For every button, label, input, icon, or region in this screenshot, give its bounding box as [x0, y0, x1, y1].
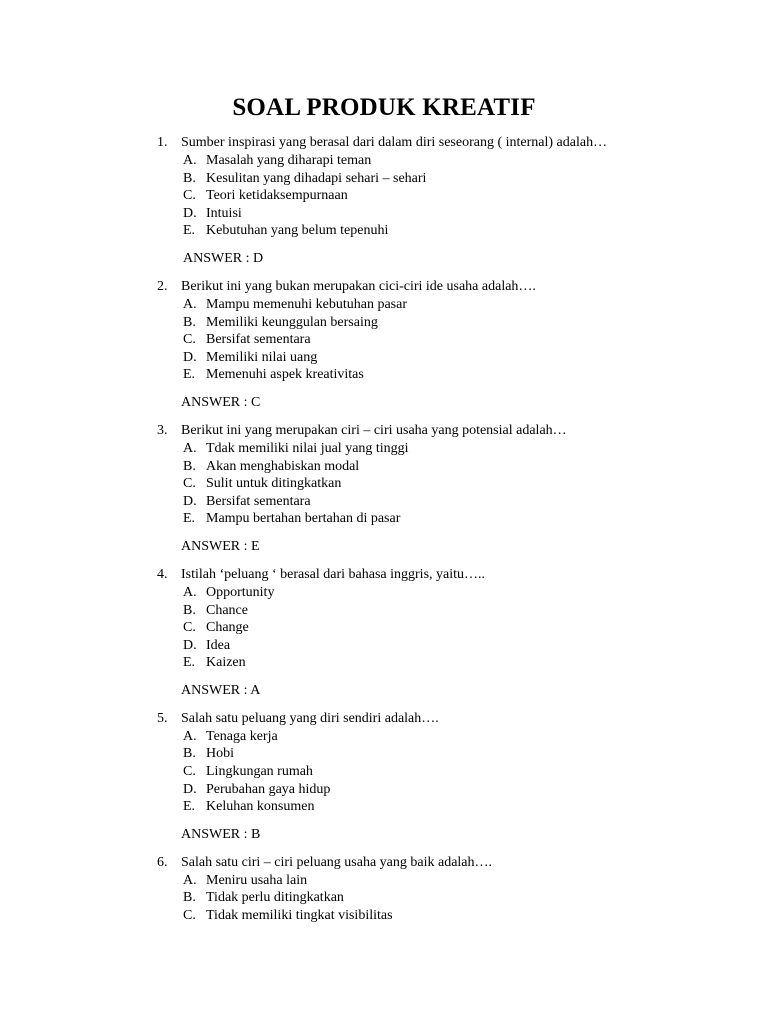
option-b	[157, 170, 757, 188]
option-letter: A.	[183, 153, 197, 168]
question-line	[157, 278, 757, 296]
option-text: Sulit untuk ditingkatkan	[206, 476, 342, 492]
option-letter: B.	[183, 458, 196, 474]
question-2	[157, 278, 757, 412]
option-list	[157, 296, 757, 384]
option-e	[157, 366, 757, 384]
option-text: Hobi	[206, 746, 234, 762]
option-list	[157, 728, 757, 816]
option-letter: C.	[183, 188, 196, 204]
question-number: 1.	[157, 135, 168, 150]
option-text: Tenaga kerja	[206, 728, 278, 744]
option-text: Chance	[206, 602, 248, 618]
option-text: Memiliki nilai uang	[206, 349, 318, 365]
option-d	[157, 205, 757, 223]
option-list	[157, 440, 757, 528]
option-text: Meniru usaha lain	[206, 872, 308, 888]
option-d	[157, 781, 757, 799]
question-1	[157, 134, 757, 268]
option-letter: C.	[183, 476, 196, 492]
question-line	[157, 566, 757, 584]
option-a	[157, 728, 757, 746]
option-letter: A.	[183, 584, 197, 600]
question-text: Sumber inspirasi yang berasal dari dalam diri seseorang ( internal) adalah…	[181, 135, 608, 150]
question-text: Salah satu ciri – ciri peluang usaha yang baik adalah….	[181, 854, 493, 870]
option-list	[157, 152, 757, 240]
option-a	[157, 296, 757, 314]
option-c	[157, 907, 757, 925]
option-text: Keluhan konsumen	[206, 799, 315, 815]
option-letter: E.	[183, 655, 196, 671]
option-a	[157, 440, 757, 458]
question-number: 4.	[157, 566, 168, 582]
page-title: SOAL PRODUK KREATIF	[232, 94, 536, 121]
question-list	[157, 134, 757, 935]
option-letter: B.	[183, 746, 196, 762]
option-letter: D.	[183, 781, 197, 797]
option-list	[157, 872, 757, 925]
option-b	[157, 602, 757, 620]
option-letter: A.	[183, 296, 197, 312]
option-list	[157, 584, 757, 672]
option-letter: B.	[183, 602, 196, 618]
option-text: Intuisi	[206, 205, 242, 221]
question-line	[157, 134, 757, 152]
option-d	[157, 637, 757, 655]
option-a	[157, 584, 757, 602]
question-line	[157, 710, 757, 728]
option-text: Bersifat sementara	[206, 493, 311, 509]
option-b	[157, 889, 757, 907]
option-e	[157, 510, 757, 528]
option-text: Idea	[206, 637, 231, 653]
option-letter: E.	[183, 799, 196, 815]
answer-line: ANSWER : C	[181, 394, 261, 410]
option-letter: C.	[183, 620, 196, 636]
option-letter: C.	[183, 764, 196, 780]
option-letter: D.	[183, 637, 197, 653]
option-c	[157, 187, 757, 205]
option-letter: A.	[183, 728, 197, 744]
option-text: Change	[206, 620, 249, 636]
option-letter: A.	[183, 872, 197, 888]
option-b	[157, 314, 757, 332]
option-d	[157, 493, 757, 511]
question-number: 2.	[157, 278, 168, 294]
option-letter: B.	[183, 890, 196, 906]
option-a	[157, 152, 757, 170]
option-letter: D.	[183, 349, 197, 365]
question-6	[157, 854, 757, 925]
question-line	[157, 854, 757, 872]
option-text: Memenuhi aspek kreativitas	[206, 367, 364, 383]
question-number: 3.	[157, 422, 168, 438]
option-letter: A.	[183, 440, 197, 456]
option-letter: B.	[183, 314, 196, 330]
option-b	[157, 458, 757, 476]
option-letter: B.	[183, 170, 196, 186]
option-text: Perubahan gaya hidup	[206, 781, 331, 797]
option-text: Lingkungan rumah	[206, 764, 313, 780]
option-text: Tidak memiliki tingkat visibilitas	[206, 908, 393, 924]
option-b	[157, 745, 757, 763]
option-text: Kaizen	[206, 655, 246, 671]
answer-line: ANSWER : B	[181, 826, 261, 842]
option-d	[157, 349, 757, 367]
question-4	[157, 566, 757, 700]
option-text: Akan menghabiskan modal	[206, 458, 360, 474]
option-letter: E.	[183, 511, 196, 527]
question-line	[157, 422, 757, 440]
question-text: Berikut ini yang bukan merupakan cici-ciri ide usaha adalah….	[181, 278, 536, 294]
question-number: 5.	[157, 710, 168, 726]
option-letter: C.	[183, 332, 196, 348]
question-text: Berikut ini yang merupakan ciri – ciri usaha yang potensial adalah…	[181, 422, 567, 438]
option-letter: E.	[183, 223, 196, 239]
answer-line: ANSWER : E	[181, 538, 260, 554]
option-c	[157, 475, 757, 493]
option-a	[157, 872, 757, 890]
question-5	[157, 710, 757, 844]
option-letter: E.	[183, 367, 196, 383]
option-text: Tdak memiliki nilai jual yang tinggi	[206, 440, 409, 456]
option-text: Tidak perlu ditingkatkan	[206, 890, 344, 906]
option-c	[157, 619, 757, 637]
option-e	[157, 798, 757, 816]
option-text: Kebutuhan yang belum tepenuhi	[206, 223, 389, 239]
question-text: Salah satu peluang yang diri sendiri adalah….	[181, 710, 439, 726]
option-text: Memiliki keunggulan bersaing	[206, 314, 378, 330]
option-text: Masalah yang diharapi teman	[206, 153, 372, 168]
question-number: 6.	[157, 854, 168, 870]
option-c	[157, 763, 757, 781]
option-text: Kesulitan yang dihadapi sehari – sehari	[206, 170, 427, 186]
answer-line: ANSWER : A	[181, 682, 261, 698]
option-text: Opportunity	[206, 584, 275, 600]
option-c	[157, 331, 757, 349]
option-text: Mampu memenuhi kebutuhan pasar	[206, 296, 408, 312]
option-e	[157, 222, 757, 240]
option-text: Bersifat sementara	[206, 332, 311, 348]
option-letter: D.	[183, 205, 197, 221]
question-3	[157, 422, 757, 556]
question-text: Istilah ‘peluang ‘ berasal dari bahasa inggris, yaitu…..	[181, 566, 486, 582]
option-text: Mampu bertahan bertahan di pasar	[206, 511, 401, 527]
option-letter: C.	[183, 908, 196, 924]
option-letter: D.	[183, 493, 197, 509]
option-text: Teori ketidaksempurnaan	[206, 188, 348, 204]
option-e	[157, 654, 757, 672]
answer-line: ANSWER : D	[183, 250, 264, 266]
